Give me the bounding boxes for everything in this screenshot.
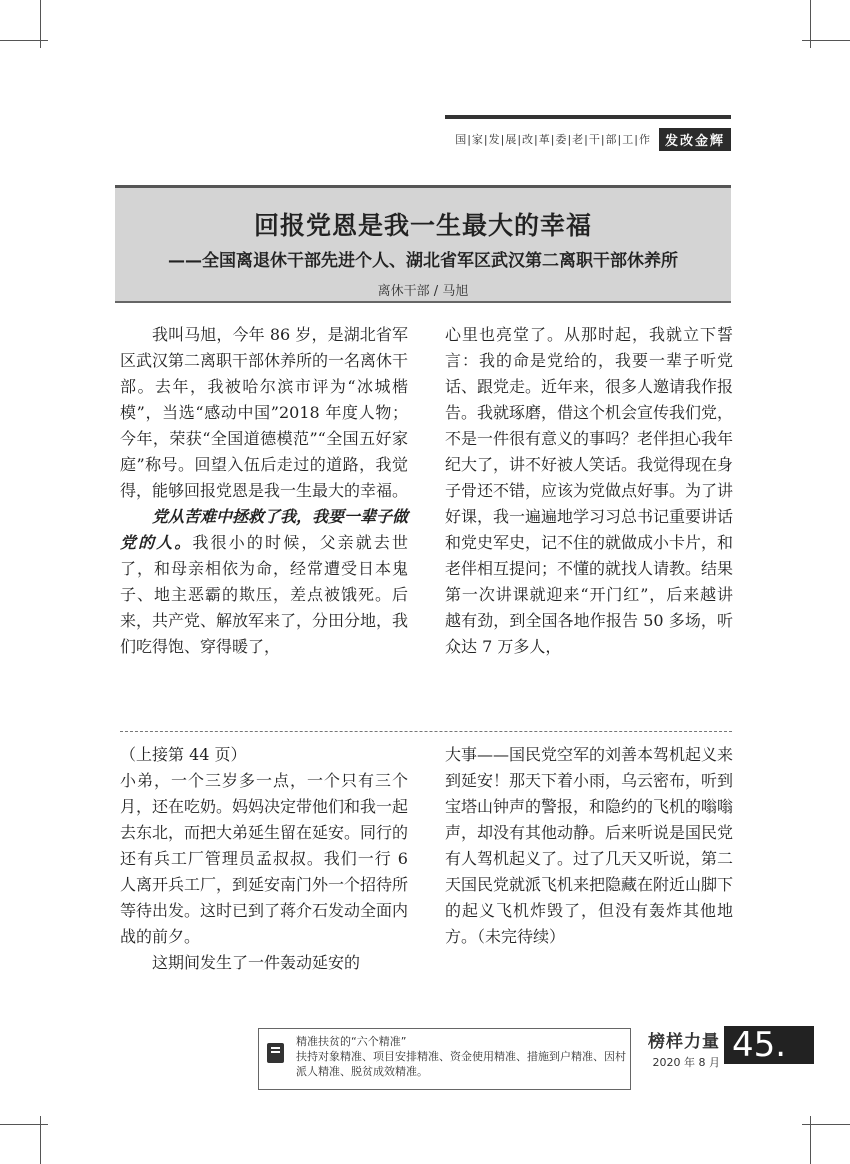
upper-left-column <box>120 322 408 660</box>
paragraph-body: 我很小的时候，父亲就去世了，和母亲相依为命，经常遭受日本鬼子、地主恶霸的欺压，差点被饿死。后来，共产党、解放军来了，分田分地，我们吃得饱、穿得暖了， <box>120 533 409 656</box>
paragraph-heading: 党从苦难中拯救了我，我要一辈子做党的人。 <box>120 507 409 552</box>
brand-name: 榜样力量 <box>648 1032 720 1052</box>
article-title-box <box>115 185 731 303</box>
paragraph: 我叫马旭，今年 86 岁，是湖北省军区武汉第二离职干部休养所的一名离休干部。去年，我被哈尔滨市评为“冰城楷模”，当选“感动中国”2018 年度人物；今年，荣获“全国道德模范”“全国五好家庭”称号。回望入伍后走过的道路，我觉得，能够回报党恩是我一生最大的幸福。 <box>120 325 409 500</box>
tip-text <box>296 1034 626 1079</box>
header-rule <box>445 115 731 119</box>
lower-right-column <box>445 742 733 950</box>
crop-mark <box>810 1116 811 1164</box>
issue-date: 2020 年 8 月 <box>652 1056 720 1069</box>
paragraph: 大事——国民党空军的刘善本驾机起义来到延安！那天下着小雨，乌云密布，听到宝塔山钟声的警报，和隐约的飞机的嗡嗡声，却没有其他动静。后来听说是国民党有人驾机起义了。过了几天又听说，第二天国民党就派飞机来把隐藏在附近山脚下的起义飞机炸毁了，但没有轰炸其他地方。（未完待续） <box>445 745 734 946</box>
article-byline: 离休干部 / 马旭 <box>377 284 469 299</box>
section-header <box>445 128 731 150</box>
tip-body: 扶持对象精准、项目安排精准、资金使用精准、措施到户精准、因村派人精准、脱贫成效精准。 <box>296 1050 626 1078</box>
paragraph <box>120 504 408 660</box>
continued-note: （上接第 44 页） <box>120 745 247 764</box>
page-number: 45. <box>724 1026 814 1064</box>
magazine-brand <box>640 1027 720 1070</box>
section-categories: 国|家|发|展|改|革|委|老|干|部|工|作 <box>455 133 651 146</box>
book-icon <box>267 1043 284 1063</box>
tip-title: 精准扶贫的“六个精准” <box>296 1035 407 1048</box>
crop-mark <box>40 0 41 48</box>
article-subtitle: ——全国离退休干部先进个人、湖北省军区武汉第二离职干部休养所 <box>168 251 678 271</box>
section-divider <box>120 731 732 732</box>
section-badge: 发改金辉 <box>659 128 731 151</box>
tip-box <box>258 1028 631 1090</box>
crop-mark <box>810 0 811 48</box>
paragraph: 小弟，一个三岁多一点，一个只有三个月，还在吃奶。妈妈决定带他们和我一起去东北，而把大弟延生留在延安。同行的还有兵工厂管理员孟叔叔。我们一行 6 人离开兵工厂，到延安南门外一个招待所等待出发。这时已到了蒋介石发动全面内战的前夕。 <box>120 771 409 946</box>
paragraph: 心里也亮堂了。从那时起，我就立下誓言：我的命是党给的，我要一辈子听党话、跟党走。近年来，很多人邀请我作报告。我就琢磨，借这个机会宣传我们党，不是一件很有意义的事吗？老伴担心我年纪大了，讲不好被人笑话。我觉得现在身子骨还不错，应该为党做点好事。为了讲好课，我一遍遍地学习习总书记重要讲话和党史军史，记不住的就做成小卡片，和老伴相互提问；不懂的就找人请教。结果第一次讲课就迎来“开门红”，后来越讲越有劲，到全国各地作报告 50 多场，听众达 7 万多人， <box>445 325 734 656</box>
crop-mark <box>40 1116 41 1164</box>
lower-left-column <box>120 742 408 976</box>
article-title: 回报党恩是我一生最大的幸福 <box>253 211 592 240</box>
paragraph: 这期间发生了一件轰动延安的 <box>152 953 361 972</box>
upper-right-column <box>445 322 733 660</box>
